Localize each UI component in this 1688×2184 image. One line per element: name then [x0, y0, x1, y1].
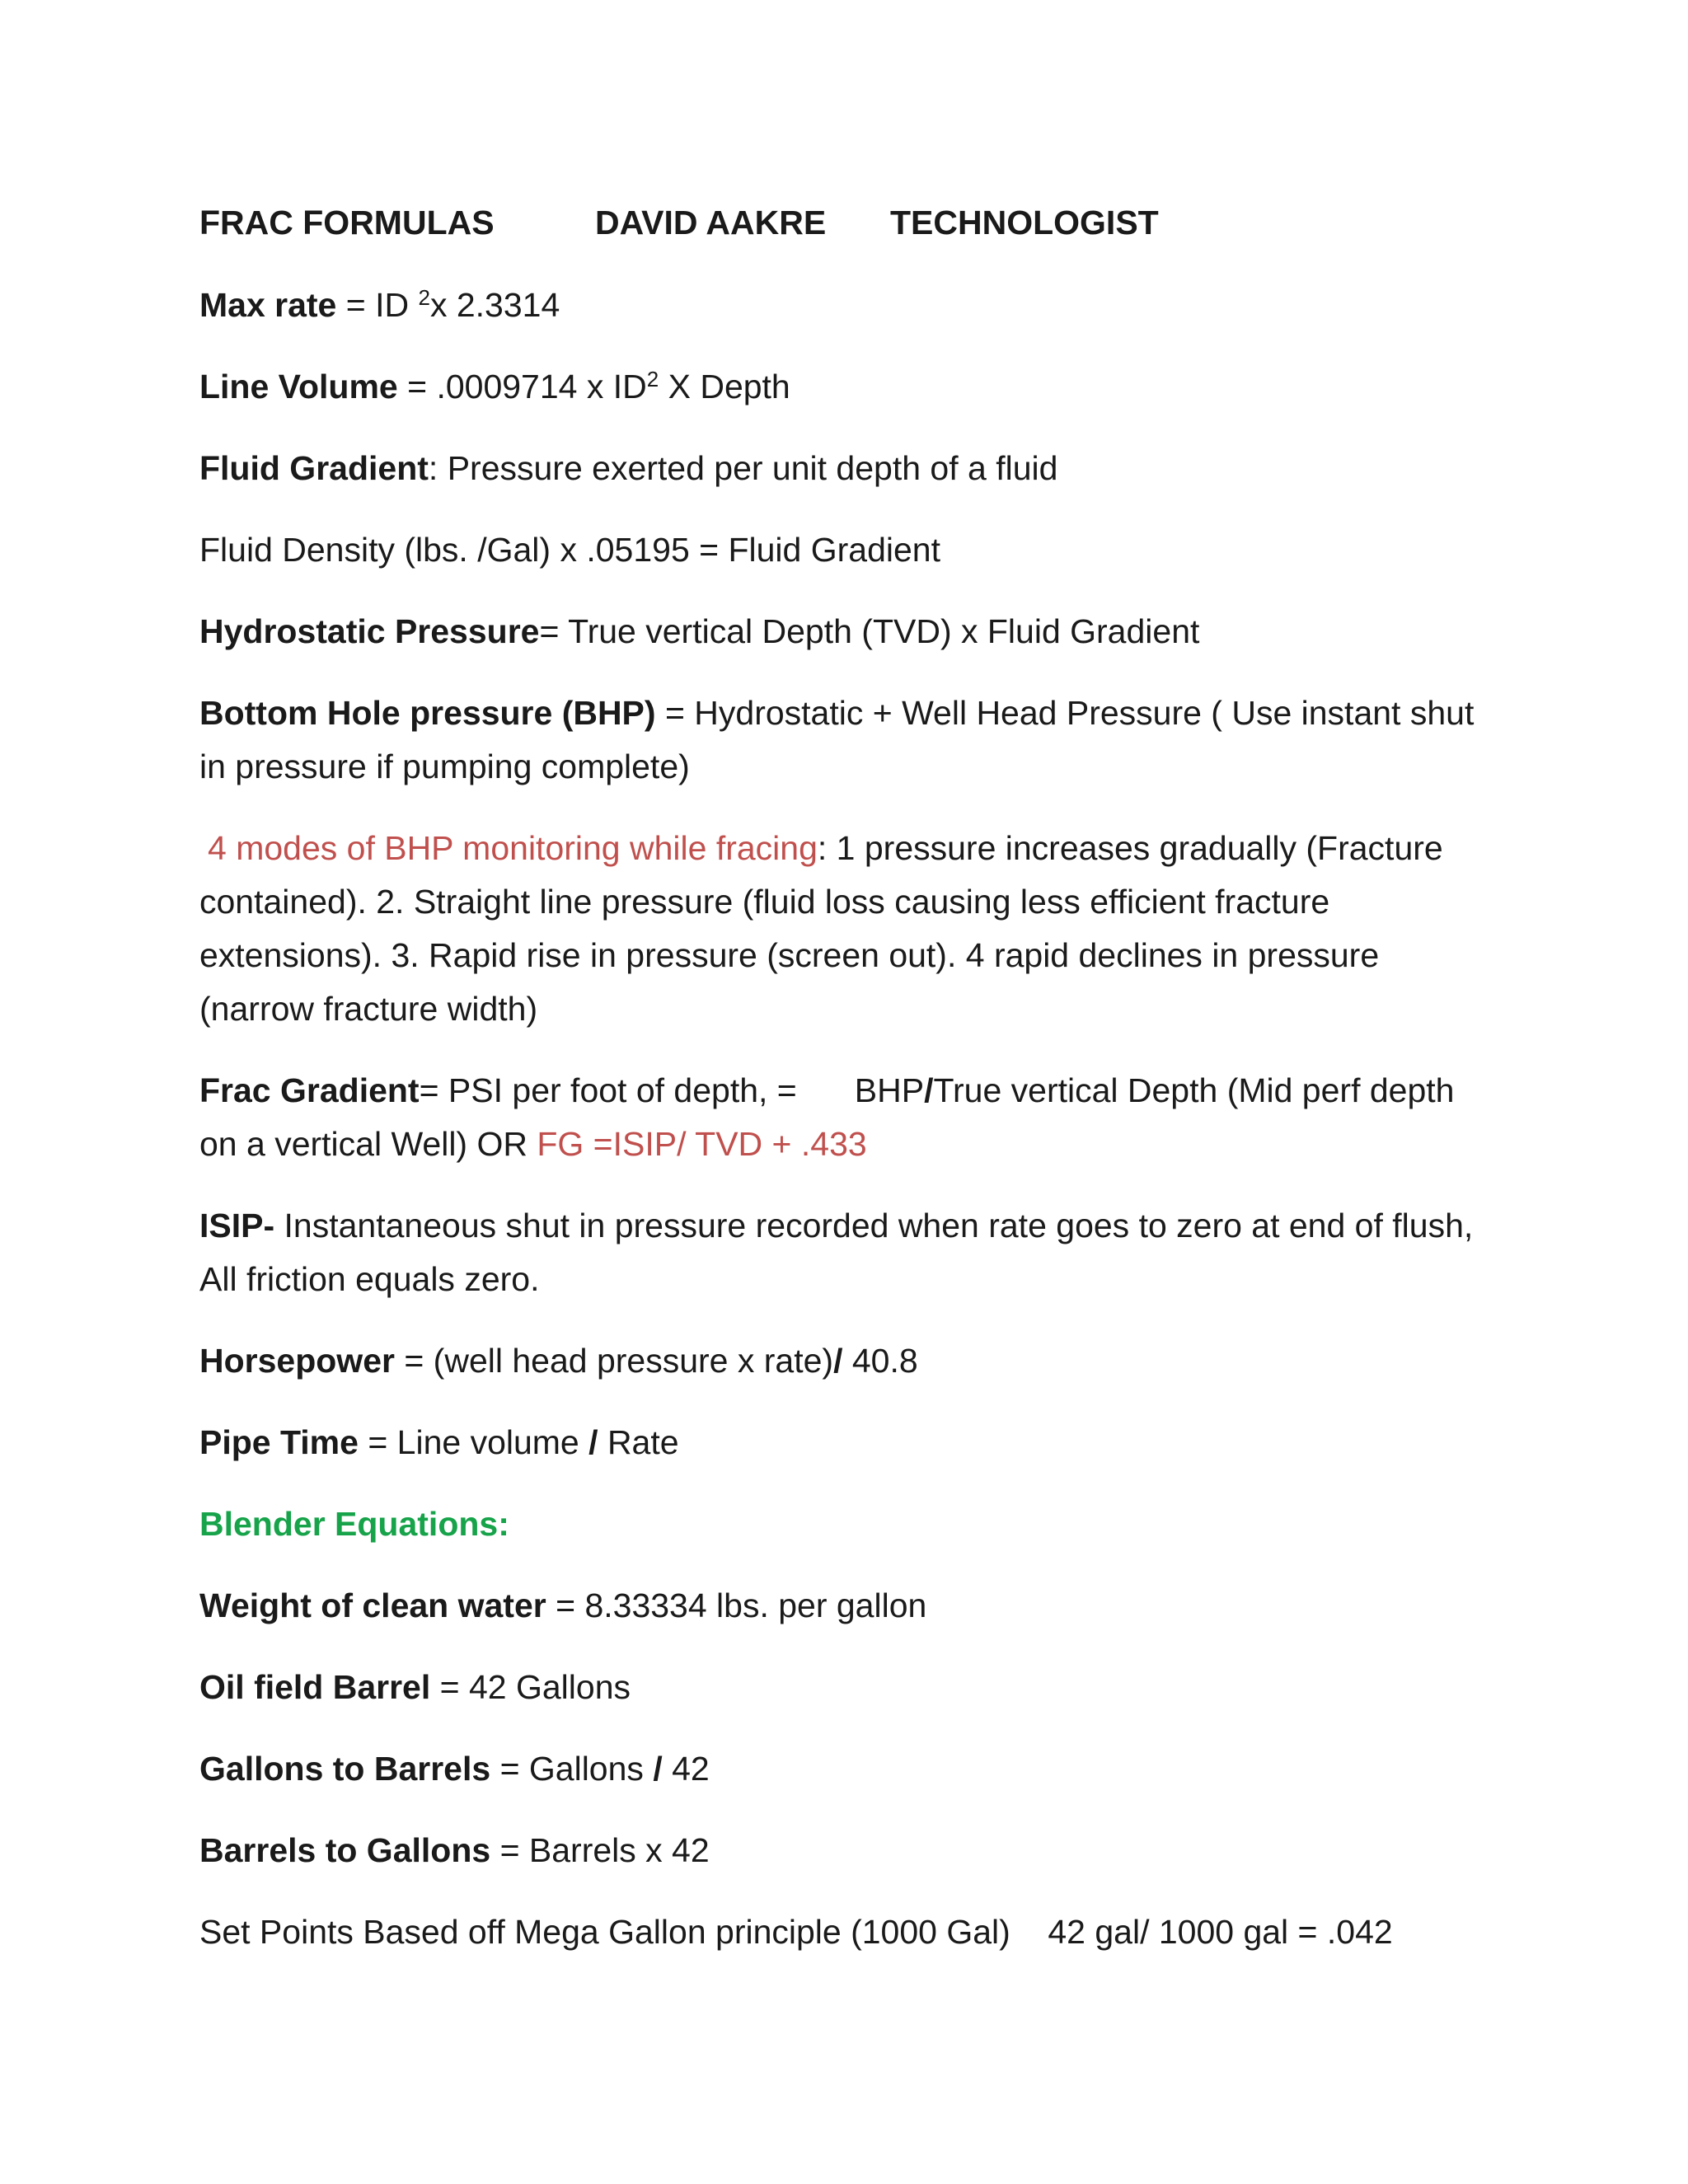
- horsepower-label: Horsepower: [199, 1342, 395, 1380]
- oil-barrel-formula: [199, 1661, 1485, 1714]
- document-page: [199, 198, 1485, 1959]
- max-rate-label: Max rate: [199, 286, 337, 324]
- fluid-gradient-label: Fluid Gradient: [199, 449, 429, 487]
- fluid-gradient-text: : Pressure exerted per unit depth of a fluid: [428, 449, 1058, 487]
- clean-water-text: = 8.33334 lbs. per gallon: [546, 1586, 927, 1624]
- frac-gradient-text3: True vertical Depth (Mid perf depth on a vertical Well) OR: [199, 1071, 1455, 1163]
- line-volume-pre: = .0009714 x ID: [397, 368, 647, 405]
- hydrostatic-text: = True vertical Depth (TVD) x Fluid Gradient: [539, 612, 1200, 650]
- frac-gradient-text2: BHP: [854, 1071, 925, 1109]
- isip-definition: [199, 1199, 1485, 1306]
- barrels-to-gallons-label: Barrels to Gallons: [199, 1831, 491, 1869]
- line-volume-sup: 2: [646, 367, 659, 391]
- document-header: [199, 198, 1485, 247]
- frac-gradient-slash: /: [924, 1071, 934, 1109]
- max-rate-sup: 2: [418, 285, 430, 310]
- barrels-to-gallons-formula: [199, 1824, 1485, 1877]
- frac-gradient-text1: = PSI per foot of depth, =: [419, 1071, 797, 1109]
- blender-heading-text: Blender Equations:: [199, 1505, 509, 1543]
- line-volume-post: X Depth: [659, 368, 790, 405]
- hydrostatic-formula: [199, 605, 1485, 658]
- barrels-to-gallons-text: = Barrels x 42: [490, 1831, 710, 1869]
- bhp-modes-text: : 1 pressure increases gradually (Fracture contained). 2. Straight line pressure (fluid loss causing less efficient fracture extensions). 3. Rapid rise in pressure (screen out). 4 rapid declines in pressure (narrow fracture width): [199, 829, 1443, 1028]
- frac-gradient-label: Frac Gradient: [199, 1071, 420, 1109]
- oil-barrel-text: = 42 Gallons: [430, 1668, 631, 1706]
- line-volume-formula: [199, 360, 1485, 414]
- bhp-modes-paragraph: [199, 822, 1485, 1036]
- horsepower-slash: /: [833, 1342, 843, 1380]
- bhp-modes-label: 4 modes of BHP monitoring while fracing: [208, 829, 818, 867]
- frac-gradient-fg-formula: FG =ISIP/ TVD + .433: [537, 1125, 867, 1163]
- isip-text: Instantaneous shut in pressure recorded when rate goes to zero at end of flush, All friction equals zero.: [199, 1207, 1474, 1298]
- max-rate-pre: = ID: [336, 286, 419, 324]
- bhp-label: Bottom Hole pressure (BHP): [199, 694, 656, 732]
- isip-label: ISIP-: [199, 1207, 275, 1244]
- oil-barrel-label: Oil field Barrel: [199, 1668, 431, 1706]
- author-name: DAVID AAKRE: [595, 204, 827, 241]
- pipe-time-formula: [199, 1416, 1485, 1469]
- fluid-density-text: Fluid Density (lbs. /Gal) x .05195 = Fluid Gradient: [199, 531, 940, 569]
- max-rate-post: x 2.3314: [429, 286, 560, 324]
- blender-equations-heading: [199, 1497, 1485, 1551]
- document-title: FRAC FORMULAS: [199, 204, 495, 241]
- author-role: TECHNOLOGIST: [890, 204, 1159, 241]
- line-volume-label: Line Volume: [199, 368, 398, 405]
- fluid-gradient-definition: [199, 442, 1485, 495]
- pipe-time-label: Pipe Time: [199, 1423, 359, 1461]
- horsepower-post: 40.8: [842, 1342, 918, 1380]
- horsepower-formula: [199, 1334, 1485, 1388]
- set-points-text: Set Points Based off Mega Gallon principle (1000 Gal) 42 gal/ 1000 gal = .042: [199, 1913, 1393, 1951]
- gallons-to-barrels-formula: [199, 1742, 1485, 1796]
- gallons-to-barrels-post: 42: [662, 1750, 710, 1788]
- clean-water-label: Weight of clean water: [199, 1586, 546, 1624]
- gallons-to-barrels-slash: /: [653, 1750, 663, 1788]
- horsepower-text: = (well head pressure x rate): [394, 1342, 834, 1380]
- gallons-to-barrels-label: Gallons to Barrels: [199, 1750, 491, 1788]
- max-rate-formula: [199, 279, 1485, 332]
- bhp-formula: [199, 687, 1485, 794]
- gallons-to-barrels-text: = Gallons: [490, 1750, 654, 1788]
- fluid-density-formula: [199, 523, 1485, 577]
- pipe-time-slash: /: [588, 1423, 598, 1461]
- pipe-time-post: Rate: [598, 1423, 679, 1461]
- hydrostatic-label: Hydrostatic Pressure: [199, 612, 540, 650]
- bhp-text: = Hydrostatic + Well Head Pressure ( Use instant shut in pressure if pumping complete): [199, 694, 1475, 785]
- clean-water-formula: [199, 1579, 1485, 1633]
- set-points-line: [199, 1905, 1485, 1959]
- pipe-time-text: = Line volume: [358, 1423, 589, 1461]
- frac-gradient-formula: [199, 1064, 1485, 1171]
